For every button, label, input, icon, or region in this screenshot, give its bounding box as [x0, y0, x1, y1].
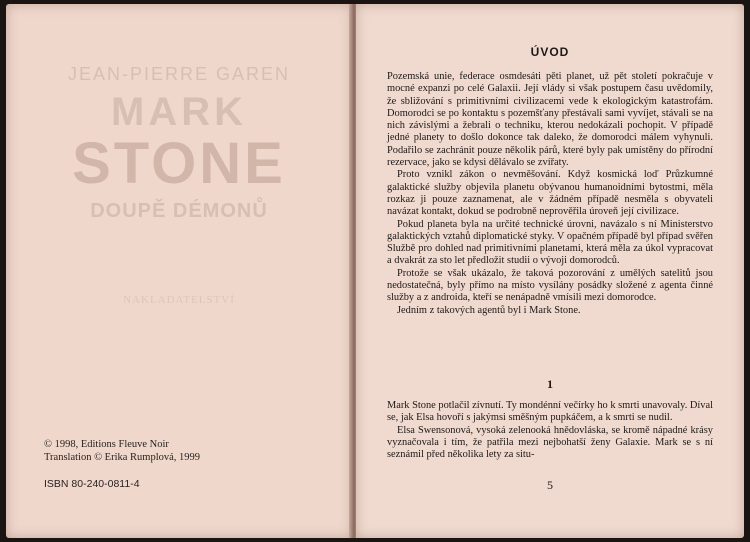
paragraph: Pokud planeta byla na určité technické úrovni, navázalo s ní Ministerstvo galaktických vztahů diplomatické styky. V opačném případě byl případ svěřen Službě pro dohled nad primitivními planetami, která měla za úkol vypracovat a dvakrát za sto let předložit studii o vývoji domorodců.	[387, 218, 713, 267]
page-number: 5	[547, 478, 553, 492]
show-through-author: JEAN-PIERRE GAREN	[67, 64, 291, 84]
chapter-number: 1	[547, 377, 553, 391]
translation-line: Translation © Erika Rumplová, 1999	[44, 452, 201, 463]
isbn: ISBN 80-240-0811-4	[44, 478, 140, 490]
paragraph: Pozemská unie, federace osmdesáti pěti planet, už pět století pokračuje v mocné expanzi po celé Galaxii. Její vlády si však postupem času uvědomily, že sbližování s primitivními civilizacemi vede k ekologickým katastrofám. Domorodci se po kontaktu s pozemšťany přestávali sami vyvíjet, stávali se na nich závislými a žebrali o techniku, kterou nedokázali pochopit. V případě jedné planety to došlo dokonce tak daleko, že domorodci málem vyhynuli. Podařilo se zachránit pouze několik párů, které byly pak umístěny do přírodní rezervace, jako se kdysi dělávalo se zvířaty.	[387, 71, 713, 169]
copyright-block	[44, 438, 200, 464]
section-heading: ÚVOD	[530, 45, 570, 59]
show-through-subtitle: DOUPĚ DÉMONŮ	[90, 200, 268, 222]
show-through-publisher: NAKLADATELSTVÍ	[123, 294, 235, 306]
paragraph: Jedním z takových agentů byl i Mark Stone.	[397, 304, 581, 316]
left-page	[6, 4, 352, 538]
intro-text	[387, 71, 713, 317]
chapter-text	[387, 400, 713, 461]
paragraph: Mark Stone potlačil zívnutí. Ty mondénní večírky ho k smrti unavovaly. Díval se, jak Elsa hovoří s jakýmsi směšným pupkáčem, a k smrti se nudil.	[387, 400, 713, 424]
copyright-line: © 1998, Editions Fleuve Noir	[44, 439, 169, 450]
show-through-title-line2: STONE	[72, 131, 286, 196]
show-through-title-line1: MARK	[111, 90, 247, 134]
paragraph: Protože se však ukázalo, že taková pozorování z umělých satelitů jsou nedostatečná, byly přímo na místo vysílány posádky složené z agenta činné služby a z androida, kteří se nenápadně vmísili mezi domorodce.	[387, 267, 713, 304]
paragraph: Elsa Swensonová, vysoká zelenooká hnědovláska, se kromě nápadné krásy vyznačovala i tím, že patřila mezi nejbohatší ženy Galaxie. Mark se s ní seznámil před několika lety za situ-	[387, 424, 713, 461]
paragraph: Proto vznikl zákon o nevměšování. Když kosmická loď Průzkumné galaktické služby objevila planetu obývanou humanoidními bytostmi, měla rozkaz ji pouze zaznamenat, ale v žádném případě nesměla s obyvateli navázat kontakt, dokud se podrobně neprověřila úroveň její civilizace.	[387, 169, 713, 218]
